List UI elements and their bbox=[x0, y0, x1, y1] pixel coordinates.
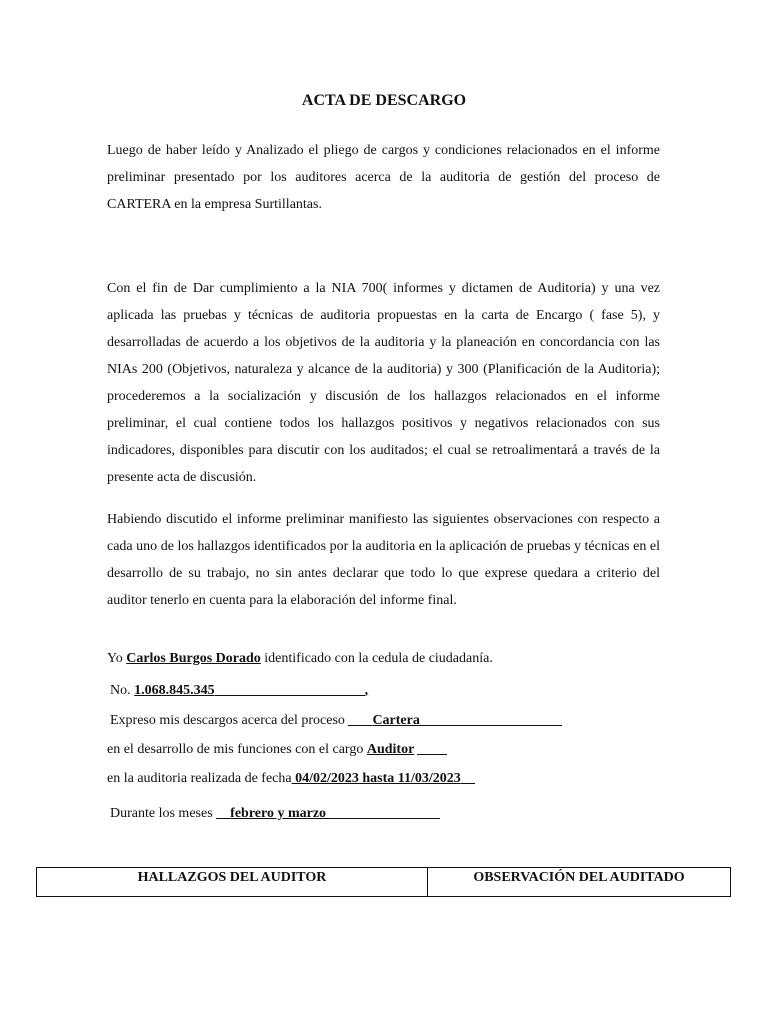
process-label: Expreso mis descargos acerca del proceso bbox=[110, 713, 349, 728]
auditee-observation-header: OBSERVACIÓN DEL AUDITADO bbox=[428, 868, 731, 897]
id-number-line bbox=[110, 681, 368, 699]
role-line bbox=[107, 740, 447, 758]
date-blank bbox=[461, 769, 475, 784]
process-line bbox=[110, 711, 562, 729]
process-blank-before bbox=[348, 711, 372, 726]
intro-paragraph: Luego de haber leído y Analizado el pliego de cargos y condiciones relacionados en el informe preliminar presentado por los auditores acerca de la auditoria de gestión del proceso de CARTERA en la empresa Surtillantas. bbox=[107, 143, 660, 212]
document-title: ACTA DE DESCARGO bbox=[301, 92, 467, 109]
months-blank-after bbox=[326, 804, 440, 819]
months-line bbox=[110, 804, 440, 822]
id-number-value: 1.068.845.345 bbox=[134, 683, 215, 698]
role-value: Auditor bbox=[366, 742, 415, 757]
declarant-name: Carlos Burgos Dorado bbox=[126, 651, 261, 666]
months-blank-before bbox=[216, 804, 230, 819]
date-line bbox=[107, 769, 475, 787]
id-number-blank bbox=[215, 681, 365, 696]
yo-label: Yo bbox=[107, 651, 127, 666]
id-suffix: , bbox=[364, 683, 369, 698]
date-label: en la auditoria realizada de fecha bbox=[107, 771, 292, 786]
process-blank-after bbox=[420, 711, 562, 726]
compliance-paragraph: Con el fin de Dar cumplimiento a la NIA 700( informes y dictamen de Auditoria) y una vez aplicada las pruebas y técnicas de auditoria propuestas en la carta de Encargo ( fase 5), y desarrolladas de acuerdo a los objetivos de la auditoria y la planeación en concordancia con las NIAs 200 (Objetivos, naturaleza y alcance de la auditoria) y 300 (Planificación de la Auditoria); procederemos a la socialización y discusión de los hallazgos relacionados en el informe preliminar, el cual contiene todos los hallazgos positivos y negativos relacionados con sus indicadores, disponibles para discutir con los auditados; el cual se retroalimentará a través de la presente acta de discusión. bbox=[107, 281, 660, 485]
findings-table-header-row bbox=[37, 868, 731, 897]
no-label: No. bbox=[110, 683, 135, 698]
months-value: febrero y marzo bbox=[230, 806, 327, 821]
auditor-findings-header: HALLAZGOS DEL AUDITOR bbox=[37, 868, 428, 897]
process-value: Cartera bbox=[372, 713, 420, 728]
id-text: identificado con la cedula de ciudadanía. bbox=[260, 651, 493, 666]
role-label: en el desarrollo de mis funciones con el cargo bbox=[107, 742, 367, 757]
date-value: 04/02/2023 hasta 11/03/2023 bbox=[291, 771, 461, 786]
role-blank bbox=[417, 740, 447, 755]
observations-paragraph: Habiendo discutido el informe preliminar manifiesto las siguientes observaciones con respecto a cada uno de los hallazgos identificados por la auditoria en la aplicación de pruebas y técnicas en el desarrollo de su trabajo, no sin antes declarar que todo lo que exprese quedara a criterio del auditor tenerlo en cuenta para la elaboración del informe final. bbox=[107, 512, 660, 608]
months-label: Durante los meses bbox=[110, 806, 217, 821]
findings-table bbox=[36, 867, 731, 897]
declarant-line bbox=[107, 651, 493, 667]
